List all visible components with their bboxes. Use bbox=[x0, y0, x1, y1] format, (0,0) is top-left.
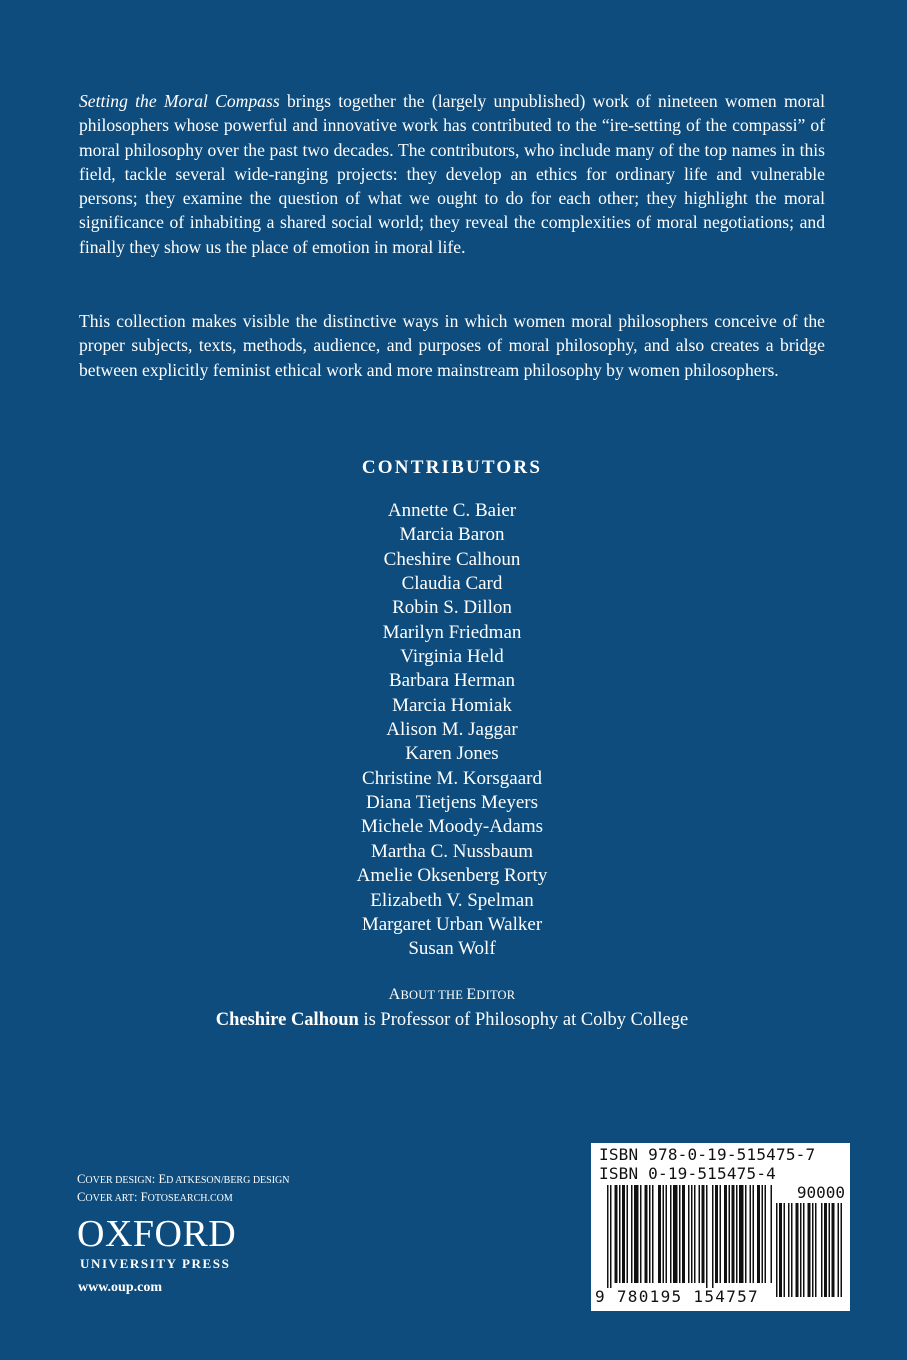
credit-value: D ATKESON/BERG DESIGN bbox=[166, 1175, 290, 1186]
description-text-1: brings together the (largely unpublished) work of nineteen women moral philosophers whose powerful and innovative work has contributed to the “ire-setting of the compassi” of moral philosophy over the past two decades. The contributors, who include many of the top names in this field, tackle several wide-ranging projects: they develop an ethics for ordinary life and vulnerable persons; they examine the question of what we ought to do for each other; they highlight the moral significance of inhabiting a shared social world; they reveal the complexities of moral negotiations; and finally they show us the place of emotion in moral life. bbox=[79, 91, 826, 257]
credit-cap: C bbox=[77, 1172, 86, 1186]
cover-credits bbox=[77, 1171, 289, 1207]
contributor-name: Cheshire Calhoun bbox=[383, 548, 521, 570]
oxford-logo: OXFORD bbox=[77, 1213, 237, 1255]
book-title: Setting the Moral Compass bbox=[79, 91, 280, 111]
cover-design-credit bbox=[77, 1171, 289, 1189]
credit-cap: : E bbox=[151, 1172, 167, 1186]
contributor-name: Margaret Urban Walker bbox=[361, 913, 543, 935]
price-addon-bars bbox=[776, 1203, 844, 1303]
about-heading-cap: A bbox=[388, 986, 401, 1003]
about-editor-text bbox=[0, 1010, 904, 1031]
publisher-url: www.oup.com bbox=[78, 1280, 163, 1295]
contributor-name: Susan Wolf bbox=[408, 938, 496, 960]
contributor-name: Marcia Homiak bbox=[392, 694, 512, 716]
contributor-name: Diana Tietjens Meyers bbox=[365, 792, 539, 814]
about-heading-part: BOUT THE bbox=[400, 988, 467, 1002]
contributor-name: Claudia Card bbox=[401, 573, 503, 595]
about-heading-part: DITOR bbox=[476, 988, 516, 1002]
about-editor-heading bbox=[0, 986, 904, 1004]
credit-label: OVER DESIGN bbox=[85, 1175, 152, 1186]
contributor-name: Robin S. Dillon bbox=[392, 597, 512, 619]
contributor-name: Barbara Herman bbox=[388, 670, 516, 692]
isbn-10-text: ISBN 0-19-515475-4 bbox=[599, 1164, 776, 1183]
credit-label: OVER ART bbox=[85, 1193, 134, 1204]
isbn-barcode bbox=[591, 1143, 850, 1311]
contributor-name: Virginia Held bbox=[400, 646, 504, 668]
contributor-name: Marcia Baron bbox=[399, 524, 505, 546]
isbn-13-text: ISBN 978-0-19-515475-7 bbox=[599, 1145, 816, 1164]
contributors-heading: CONTRIBUTORS bbox=[361, 457, 543, 478]
contributor-name: Elizabeth V. Spelman bbox=[370, 889, 534, 911]
description-paragraph-2: This collection makes visible the distinctive ways in which women moral philosophers conceive of the proper subjects, texts, methods, audience, and purposes of moral philosophy, and also creates a bridge between explicitly feminist ethical work and more mainstream philosophy by women philosophers. bbox=[79, 311, 825, 380]
editor-name: Cheshire Calhoun bbox=[215, 1010, 359, 1030]
contributor-name: Christine M. Korsgaard bbox=[362, 767, 542, 789]
editor-description: is Professor of Philosophy at Colby College bbox=[358, 1010, 689, 1030]
contributor-name: Alison M. Jaggar bbox=[386, 719, 518, 741]
credit-cap: C bbox=[77, 1190, 86, 1204]
contributor-name: Marilyn Friedman bbox=[382, 621, 522, 643]
contributor-name: Martha C. Nussbaum bbox=[370, 840, 533, 862]
contributor-name: Karen Jones bbox=[405, 743, 499, 765]
price-code-text: 90000 bbox=[796, 1183, 845, 1202]
contributor-name: Michele Moody-Adams bbox=[360, 816, 544, 838]
description-paragraph-1 bbox=[79, 89, 825, 259]
contributors-list bbox=[0, 499, 904, 962]
barcode-digits: 9 780195 154757 bbox=[595, 1287, 759, 1306]
contributor-name: Annette C. Baier bbox=[387, 500, 517, 521]
credit-cap: : F bbox=[133, 1190, 148, 1204]
about-heading-cap: E bbox=[466, 986, 477, 1003]
publisher-subtitle: UNIVERSITY PRESS bbox=[80, 1256, 231, 1271]
ean13-barcode-bars bbox=[607, 1185, 773, 1303]
credit-value: OTOSEARCH.COM bbox=[147, 1193, 233, 1204]
cover-art-credit bbox=[77, 1189, 289, 1207]
contributor-name: Amelie Oksenberg Rorty bbox=[356, 865, 548, 887]
